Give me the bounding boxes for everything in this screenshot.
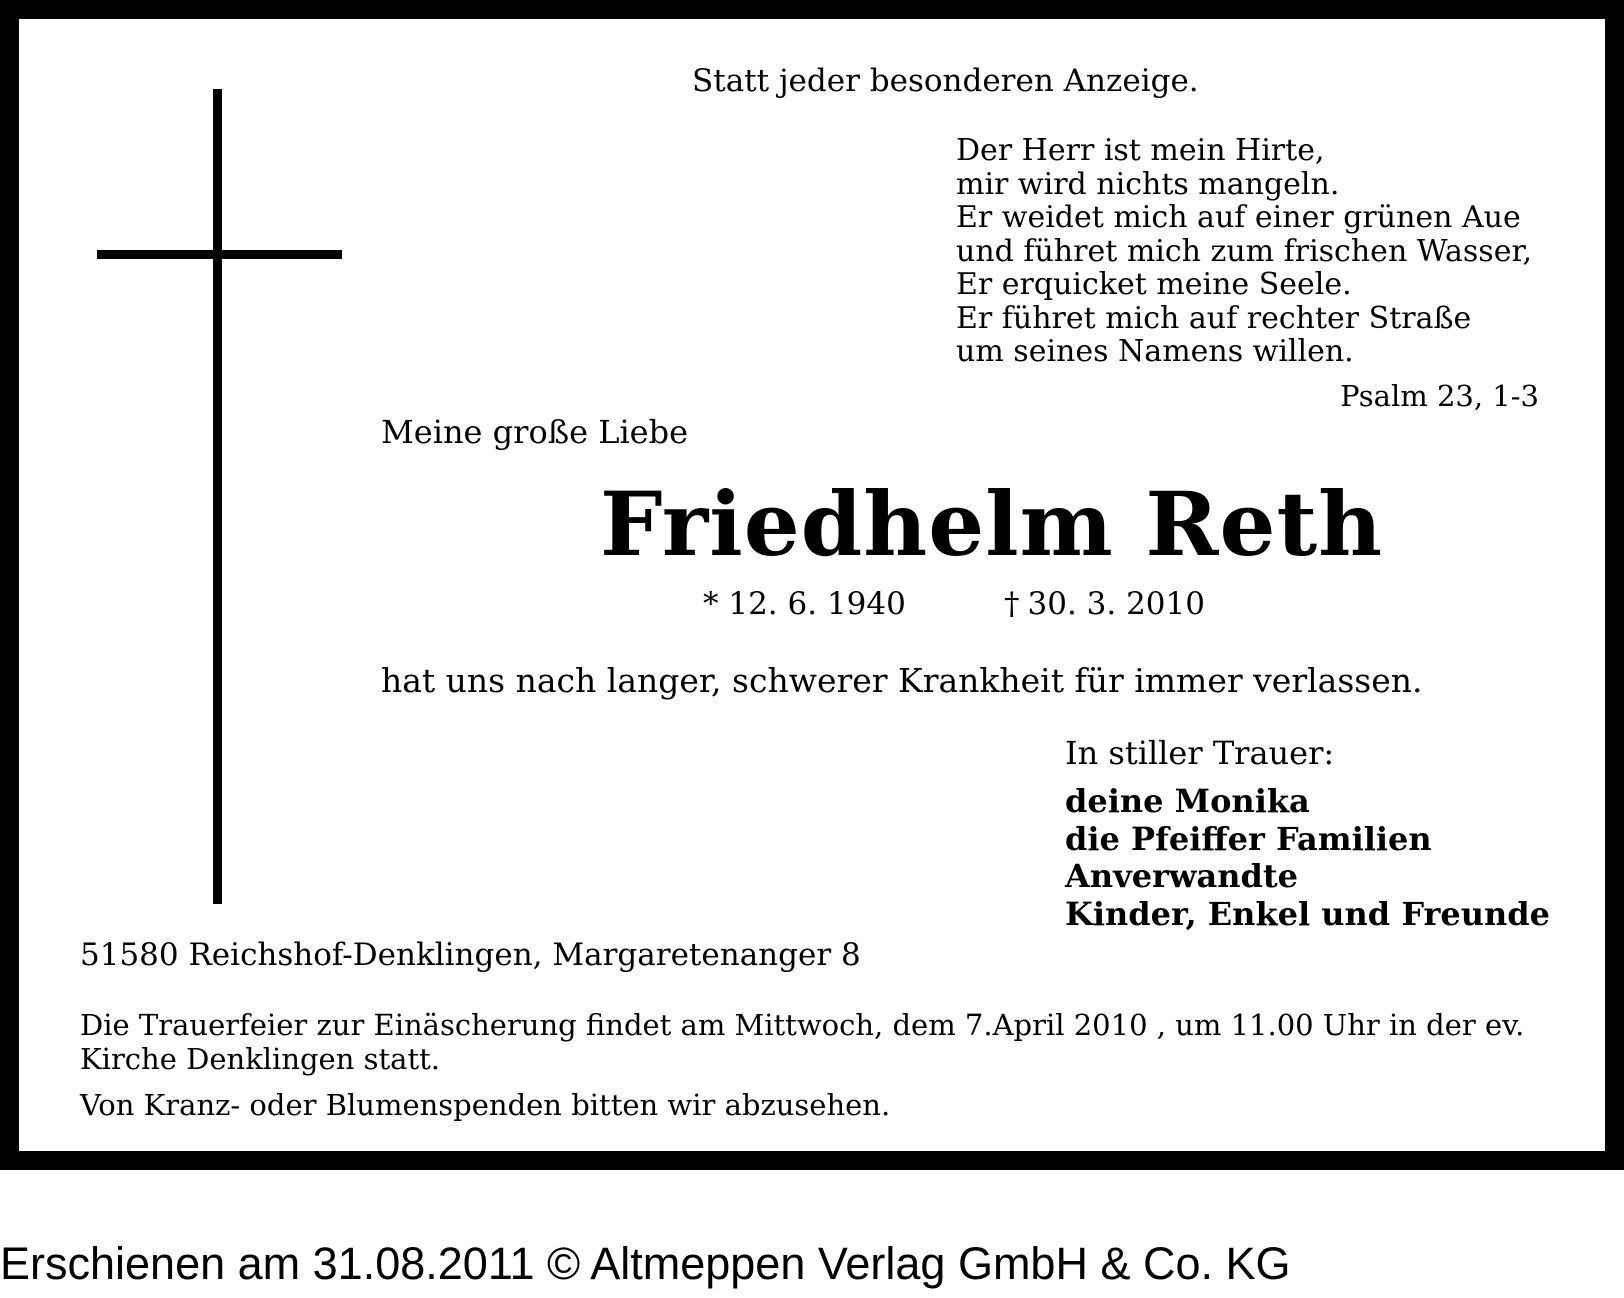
psalm-line: Er erquicket meine Seele. [956,267,1352,302]
mourner-item: Kinder, Enkel und Freunde [1065,894,1550,933]
cross-icon-vertical-bar [213,89,222,904]
psalm-line: Er führet mich auf rechter Straße [956,300,1472,336]
notice-header: Statt jeder besonderen Anzeige. [692,63,1199,99]
mourners-list [1065,782,1550,935]
psalm-line: Der Herr ist mein Hirte, [956,133,1325,168]
birth-date: * 12. 6. 1940 [703,586,906,622]
death-date: 30. 3. 2010 [1027,586,1205,622]
mourner-item: die Pfeiffer Familien [1065,819,1432,858]
dagger-icon: † [1004,586,1020,622]
mourning-label: In stiller Trauer: [1065,734,1335,772]
psalm-reference: Psalm 23, 1-3 [1340,379,1539,413]
flowers-note: Von Kranz- oder Blumenspenden bitten wir abzusehen. [80,1088,891,1122]
address: 51580 Reichshof-Denklingen, Margaretenanger 8 [80,937,861,973]
intro-text: Meine große Liebe [381,413,689,451]
publication-footer: Erschienen am 31.08.2011 © Altmeppen Verlag GmbH & Co. KG [0,1238,1291,1289]
psalm-line: Er weidet mich auf einer grünen Aue [956,200,1521,235]
death-date-line [1004,586,1205,622]
psalm-line: um seines Namens willen. [956,334,1354,369]
ceremony-info: Die Trauerfeier zur Einäscherung findet am Mittwoch, dem 7.April 2010 , um 11.00 Uhr in der ev. Kirche Denklingen statt. [80,1008,1525,1076]
psalm-line: und führet mich zum frischen Wasser, [956,233,1533,269]
deceased-name: Friedhelm Reth [600,472,1384,576]
passing-message: hat uns nach langer, schwerer Krankheit für immer verlassen. [381,661,1423,700]
psalm-line: mir wird nichts mangeln. [956,166,1340,202]
mourner-item: Anverwandte [1065,857,1298,895]
mourner-item: deine Monika [1065,782,1310,820]
psalm-quote [956,133,1533,371]
cross-icon-horizontal-bar [97,250,342,259]
